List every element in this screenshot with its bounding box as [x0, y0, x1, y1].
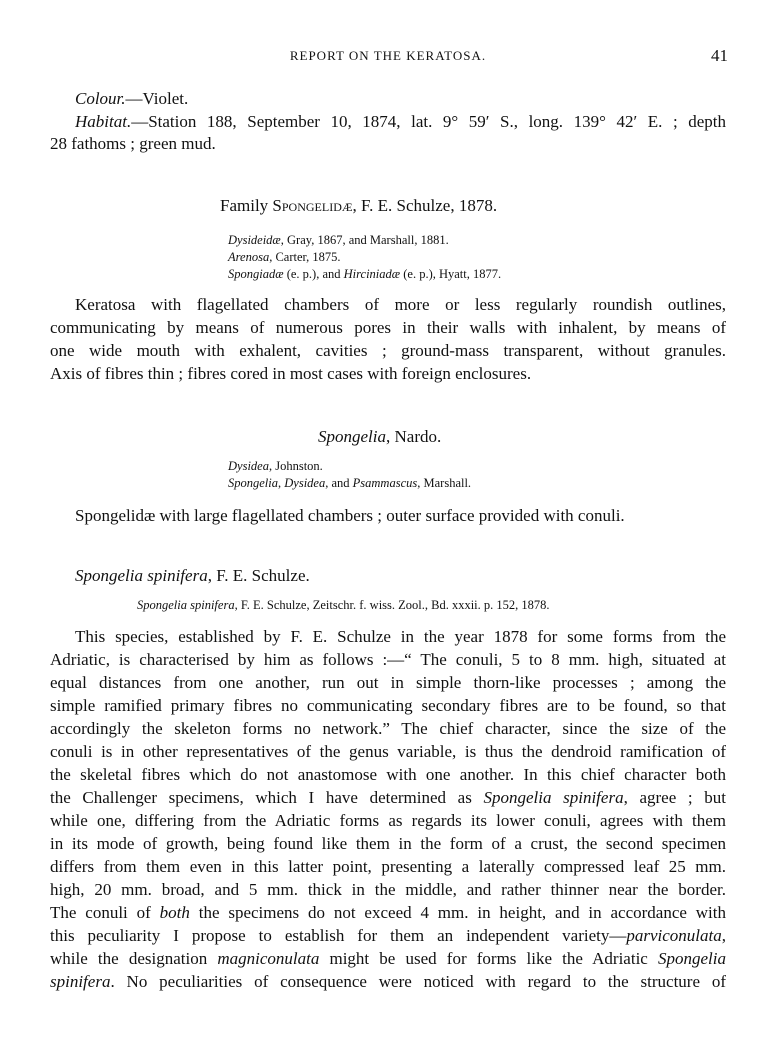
- body-line-14: this peculiarity I propose to establish for them an independent variety—parviconulata,: [50, 926, 726, 945]
- family-name: Spongelidæ: [272, 196, 353, 215]
- body-line-11: differs from them even in this latter point, presenting a laterally compressed leaf 25 mm.: [50, 857, 726, 876]
- colour-value: —Violet.: [125, 89, 189, 108]
- family-synonym-2: Arenosa, Carter, 1875.: [228, 250, 341, 264]
- body-line-15: while the designation magniconulata might be used for forms like the Adriatic Spongelia: [50, 949, 726, 968]
- family-description-line-3: one wide mouth with exhalent, cavities ; ground-mass transparent, without granules.: [50, 341, 726, 360]
- family-synonym-1: Dysideidæ, Gray, 1867, and Marshall, 1881.: [228, 233, 449, 247]
- body-line-5: accordingly the skeleton forms no network.” The chief character, since the size of the: [50, 719, 726, 738]
- body-line-6: conuli is in other representatives of the genus variable, is thus the dendroid ramification of: [50, 742, 726, 761]
- genus-name: Spongelia: [318, 427, 386, 446]
- habitat-label: Habitat.: [75, 112, 132, 131]
- family-heading: [220, 195, 497, 217]
- body-line-9: while one, differing from the Adriatic forms as regards its lower conuli, agrees with them: [50, 811, 726, 830]
- body-line-1: This species, established by F. E. Schulze in the year 1878 for some forms from the: [75, 627, 726, 646]
- colour-label: Colour.: [75, 89, 126, 108]
- body-line-10: in its mode of growth, being found like them in the form of a crust, the second specimen: [50, 834, 726, 853]
- body-line-4: simple ramified primary fibres no communicating secondary fibres are to be found, so that: [50, 696, 726, 715]
- family-prefix: Family: [220, 196, 269, 215]
- family-description-line-1: Keratosa with flagellated chambers of more or less regularly roundish outlines,: [75, 295, 726, 314]
- body-line-2: Adriatic, is characterised by him as follows :—“ The conuli, 5 to 8 mm. high, situated at: [50, 650, 726, 669]
- habitat-line-2: 28 fathoms ; green mud.: [50, 134, 216, 153]
- family-description-line-2: communicating by means of numerous pores in their walls with inhalent, by means of: [50, 318, 726, 337]
- species-heading: [75, 565, 751, 587]
- genus-heading: [318, 426, 441, 448]
- species-name: Spongelia spinifera: [75, 566, 208, 585]
- habitat-text: —Station 188, September 10, 1874, lat. 9° 59′ S., long. 139° 42′ E. ; depth: [131, 112, 726, 131]
- body-line-3: equal distances from one another, run out in simple thorn-like processes ; among the: [50, 673, 726, 692]
- running-head: [0, 48, 776, 70]
- family-description-line-4: Axis of fibres thin ; fibres cored in most cases with foreign enclosures.: [50, 364, 532, 383]
- colour-line: [75, 88, 751, 110]
- body-line-13: The conuli of both the specimens do not exceed 4 mm. in height, and in accordance with: [50, 903, 726, 922]
- genus-description: Spongelidæ with large flagellated chambers ; outer surface provided with conuli.: [75, 506, 625, 525]
- species-reference: Spongelia spinifera, F. E. Schulze, Zeitschr. f. wiss. Zool., Bd. xxxii. p. 152, 1878.: [137, 598, 550, 612]
- body-line-12: high, 20 mm. broad, and 5 mm. thick in the middle, and rather thinner near the border.: [50, 880, 726, 899]
- running-title: REPORT ON THE KERATOSA.: [289, 48, 487, 63]
- genus-synonym-2: Spongelia, Dysidea, and Psammascus, Marshall.: [228, 476, 472, 490]
- body-line-16: spinifera. No peculiarities of consequence were noticed with regard to the structure of: [50, 972, 726, 991]
- species-author: , F. E. Schulze.: [207, 566, 310, 585]
- page-number: 41: [711, 46, 728, 65]
- body-line-8: the Challenger specimens, which I have determined as Spongelia spinifera, agree ; but: [50, 788, 726, 807]
- body-line-7: the skeletal fibres which do not anastomose with one another. In this chief character both: [50, 765, 726, 784]
- family-synonym-3: Spongiadæ (e. p.), and Hirciniadæ (e. p.), Hyatt, 1877.: [228, 267, 502, 281]
- family-author: , F. E. Schulze, 1878.: [352, 196, 498, 215]
- genus-author: , Nardo.: [386, 427, 442, 446]
- habitat-line-1: [75, 111, 726, 133]
- genus-synonym-1: Dysidea, Johnston.: [228, 459, 323, 473]
